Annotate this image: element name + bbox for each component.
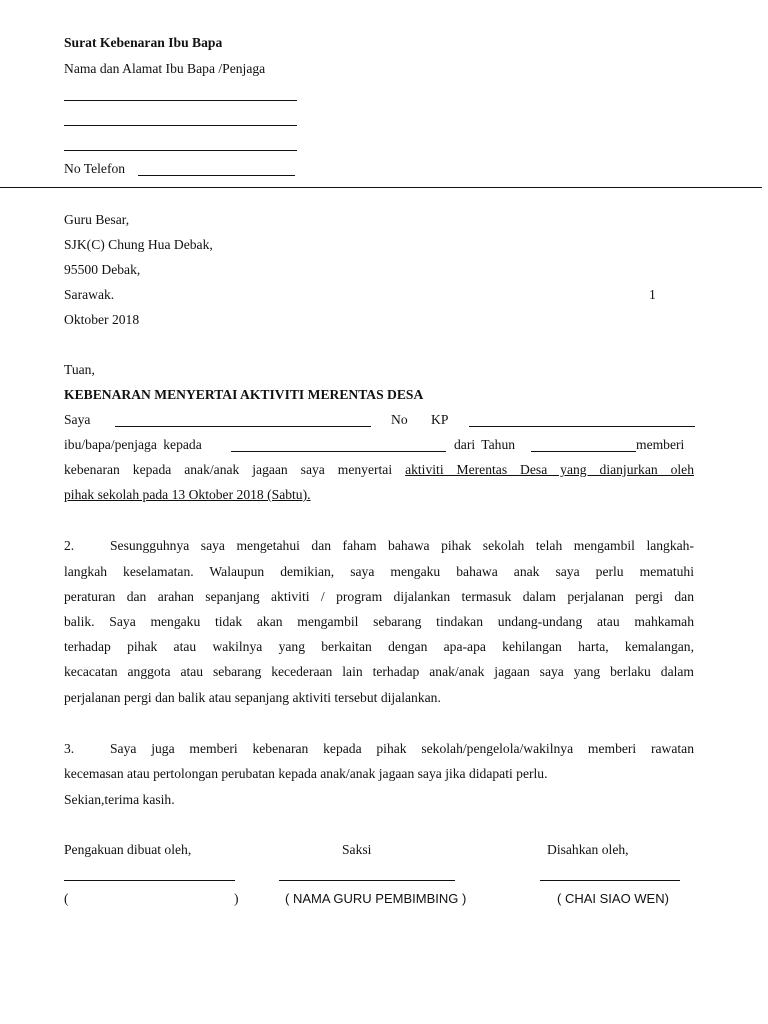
date-day: 1 bbox=[649, 287, 656, 302]
letter-title: Surat Kebenaran Ibu Bapa bbox=[64, 35, 223, 50]
parent-address-line-1 bbox=[64, 100, 297, 101]
memberi-label: memberi bbox=[636, 437, 685, 452]
para2-line-2: langkah keselamatan. Walaupun demikian, saya mengaku bahawa anak saya perlu mematuhi bbox=[64, 564, 694, 579]
year-line bbox=[531, 451, 636, 452]
parent-address-line-2 bbox=[64, 125, 297, 126]
dari-tahun-label: dari Tahun bbox=[454, 437, 516, 452]
verifier-name: ( CHAI SIAO WEN) bbox=[557, 891, 669, 906]
recipient-line-2: SJK(C) Chung Hua Debak, bbox=[64, 237, 213, 252]
recipient-line-1: Guru Besar, bbox=[64, 212, 130, 227]
header-separator bbox=[0, 187, 762, 188]
activity-underlined-1: aktiviti Merentas Desa yang dianjurkan oleh bbox=[405, 462, 695, 477]
salutation: Tuan, bbox=[64, 362, 95, 377]
phone-label: No Telefon bbox=[64, 161, 126, 176]
closing: Sekian,terima kasih. bbox=[64, 792, 175, 807]
verifier-signature-line bbox=[540, 880, 680, 881]
parent-address-line-3 bbox=[64, 150, 297, 151]
ic-number-line bbox=[469, 426, 695, 427]
verified-by-label: Disahkan oleh, bbox=[547, 842, 629, 857]
declarant-name-close: ) bbox=[234, 891, 239, 906]
child-name-line bbox=[231, 451, 446, 452]
kp-label: KP bbox=[431, 412, 449, 427]
declarant-signature-line bbox=[64, 880, 235, 881]
para1-line-3-text: kebenaran kepada anak/anak jagaan saya menyertai bbox=[64, 462, 393, 477]
recipient-line-3: 95500 Debak, bbox=[64, 262, 141, 277]
parent-name-address-label: Nama dan Alamat Ibu Bapa /Penjaga bbox=[64, 61, 266, 76]
parent-of-label: ibu/bapa/penjaga kepada bbox=[64, 437, 202, 452]
student-parent-name-line bbox=[115, 426, 371, 427]
para2-line-3: peraturan dan arahan sepanjang aktiviti / program dijalankan termasuk dalam perjalanan pergi dan bbox=[64, 589, 694, 604]
no-label: No bbox=[391, 412, 408, 427]
para2-line-5: terhadap pihak atau wakilnya yang berkaitan dengan apa-apa kehilangan harta, kemalangan, bbox=[64, 639, 694, 654]
phone-line bbox=[138, 175, 295, 176]
recipient-line-4: Sarawak. bbox=[64, 287, 115, 302]
witness-label: Saksi bbox=[342, 842, 372, 857]
para1-line-3 bbox=[64, 462, 694, 478]
subject-heading: KEBENARAN MENYERTAI AKTIVITI MERENTAS DESA bbox=[64, 387, 424, 402]
declarant-label: Pengakuan dibuat oleh, bbox=[64, 842, 192, 857]
para2-number: 2. bbox=[64, 538, 75, 553]
witness-signature-line bbox=[279, 880, 455, 881]
witness-name: ( NAMA GURU PEMBIMBING ) bbox=[285, 891, 467, 906]
activity-underlined-2: pihak sekolah pada 13 Oktober 2018 (Sabtu). bbox=[64, 487, 311, 502]
para3-line-2: kecemasan atau pertolongan perubatan kepada anak/anak jagaan saya jika didapati perlu. bbox=[64, 766, 548, 781]
date-month-year: Oktober 2018 bbox=[64, 312, 140, 327]
para3-number: 3. bbox=[64, 741, 75, 756]
saya-label: Saya bbox=[64, 412, 91, 427]
para2-line-1: Sesungguhnya saya mengetahui dan faham bahawa pihak sekolah telah mengambil langkah- bbox=[110, 538, 694, 553]
para2-line-4: balik. Saya mengaku tidak akan mengambil sebarang tindakan undang-undang atau mahkamah bbox=[64, 614, 694, 629]
para2-line-7: perjalanan pergi dan balik atau sepanjang aktiviti tersebut dijalankan. bbox=[64, 690, 441, 705]
para2-line-6: kecacatan anggota atau sebarang kecederaan lain terhadap anak/anak jagaan saya yang berlaku dalam bbox=[64, 664, 694, 679]
declarant-name-open: ( bbox=[64, 891, 69, 906]
para3-line-1: Saya juga memberi kebenaran kepada pihak sekolah/pengelola/wakilnya memberi rawatan bbox=[110, 741, 694, 756]
